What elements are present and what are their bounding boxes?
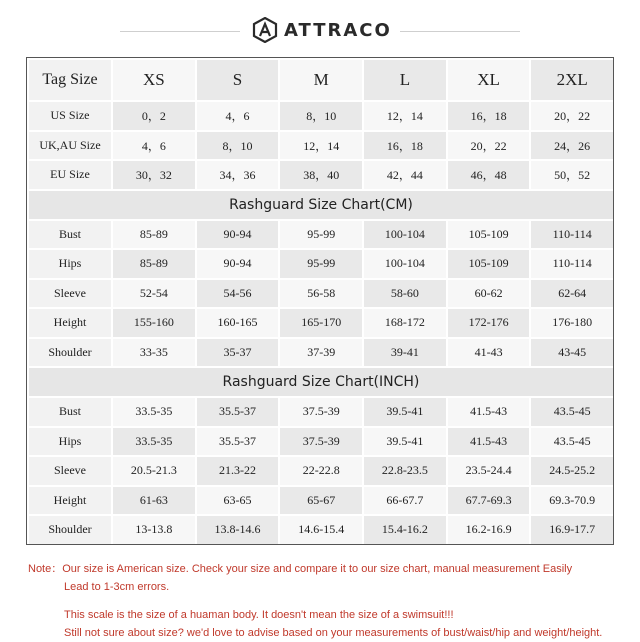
table-cell: 16.2-16.9 bbox=[447, 515, 531, 545]
table-cell: 15.4-16.2 bbox=[363, 515, 447, 545]
table-cell: 30，32 bbox=[112, 160, 196, 190]
table-row bbox=[28, 515, 614, 545]
note-prefix: Note： bbox=[28, 563, 63, 575]
table-cell: 13.8-14.6 bbox=[196, 515, 280, 545]
note-text: This scale is the size of a huaman body. It doesn't mean the size of a swimsuit!!! bbox=[64, 609, 454, 621]
table-row bbox=[28, 220, 614, 250]
table-cell: 85-89 bbox=[112, 249, 196, 279]
table-cell: 52-54 bbox=[112, 279, 196, 309]
size-m: M bbox=[279, 59, 363, 101]
size-notes bbox=[28, 560, 628, 642]
size-l: L bbox=[363, 59, 447, 101]
table-cell: 66-67.7 bbox=[363, 486, 447, 516]
note-text: Lead to 1-3cm errors. bbox=[64, 581, 170, 593]
table-cell: 37.5-39 bbox=[279, 397, 363, 427]
table-cell: 16，18 bbox=[363, 131, 447, 161]
row-label: UK,AU Size bbox=[28, 131, 112, 161]
table-cell: 63-65 bbox=[196, 486, 280, 516]
table-cell: 155-160 bbox=[112, 308, 196, 338]
table-cell: 41.5-43 bbox=[447, 427, 531, 457]
table-cell: 160-165 bbox=[196, 308, 280, 338]
table-cell: 4，6 bbox=[112, 131, 196, 161]
table-cell: 22-22.8 bbox=[279, 456, 363, 486]
tag-size-label: Tag Size bbox=[28, 59, 112, 101]
table-cell: 110-114 bbox=[530, 220, 614, 250]
table-cell: 95-99 bbox=[279, 249, 363, 279]
table-cell: 95-99 bbox=[279, 220, 363, 250]
table-cell: 85-89 bbox=[112, 220, 196, 250]
table-cell: 100-104 bbox=[363, 249, 447, 279]
brand-name: ATTRACO bbox=[284, 19, 392, 41]
header-row bbox=[28, 59, 614, 101]
table-cell: 54-56 bbox=[196, 279, 280, 309]
table-cell: 37-39 bbox=[279, 338, 363, 368]
table-cell: 24.5-25.2 bbox=[530, 456, 614, 486]
table-cell: 58-60 bbox=[363, 279, 447, 309]
row-label: Shoulder bbox=[28, 515, 112, 545]
row-label: Height bbox=[28, 308, 112, 338]
table-cell: 61-63 bbox=[112, 486, 196, 516]
table-cell: 35-37 bbox=[196, 338, 280, 368]
table-cell: 34，36 bbox=[196, 160, 280, 190]
table-cell: 110-114 bbox=[530, 249, 614, 279]
table-cell: 12，14 bbox=[363, 101, 447, 131]
table-cell: 0，2 bbox=[112, 101, 196, 131]
table-cell: 42，44 bbox=[363, 160, 447, 190]
header-divider-left bbox=[120, 31, 240, 32]
table-cell: 176-180 bbox=[530, 308, 614, 338]
row-label: Bust bbox=[28, 220, 112, 250]
table-cell: 39.5-41 bbox=[363, 427, 447, 457]
table-cell: 41.5-43 bbox=[447, 397, 531, 427]
brand-header bbox=[0, 10, 640, 50]
table-cell: 60-62 bbox=[447, 279, 531, 309]
row-label: US Size bbox=[28, 101, 112, 131]
row-label: Bust bbox=[28, 397, 112, 427]
table-cell: 33.5-35 bbox=[112, 397, 196, 427]
table-cell: 35.5-37 bbox=[196, 397, 280, 427]
row-label: Sleeve bbox=[28, 279, 112, 309]
table-cell: 20，22 bbox=[447, 131, 531, 161]
table-cell: 165-170 bbox=[279, 308, 363, 338]
table-cell: 41-43 bbox=[447, 338, 531, 368]
table-cell: 35.5-37 bbox=[196, 427, 280, 457]
table-row bbox=[28, 486, 614, 516]
table-cell: 69.3-70.9 bbox=[530, 486, 614, 516]
table-cell: 56-58 bbox=[279, 279, 363, 309]
table-cell: 24，26 bbox=[530, 131, 614, 161]
size-xl: XL bbox=[447, 59, 531, 101]
table-cell: 46，48 bbox=[447, 160, 531, 190]
table-cell: 22.8-23.5 bbox=[363, 456, 447, 486]
table-row bbox=[28, 131, 614, 161]
table-cell: 8，10 bbox=[196, 131, 280, 161]
hexagon-a-logo-icon bbox=[252, 17, 278, 43]
header-divider-right bbox=[400, 31, 520, 32]
table-row bbox=[28, 160, 614, 190]
table-cell: 100-104 bbox=[363, 220, 447, 250]
row-label: Hips bbox=[28, 249, 112, 279]
table-cell: 21.3-22 bbox=[196, 456, 280, 486]
table-cell: 67.7-69.3 bbox=[447, 486, 531, 516]
table-cell: 65-67 bbox=[279, 486, 363, 516]
table-cell: 13-13.8 bbox=[112, 515, 196, 545]
table-cell: 38，40 bbox=[279, 160, 363, 190]
table-cell: 16，18 bbox=[447, 101, 531, 131]
table-cell: 43.5-45 bbox=[530, 397, 614, 427]
table-cell: 14.6-15.4 bbox=[279, 515, 363, 545]
table-cell: 39-41 bbox=[363, 338, 447, 368]
table-cell: 33-35 bbox=[112, 338, 196, 368]
table-cell: 105-109 bbox=[447, 249, 531, 279]
note-text: Still not sure about size? we'd love to advise based on your measurements of bust/waist/hip and weight/height. bbox=[64, 627, 603, 639]
size-2xl: 2XL bbox=[530, 59, 614, 101]
table-cell: 4，6 bbox=[196, 101, 280, 131]
table-cell: 43-45 bbox=[530, 338, 614, 368]
section-title-cm: Rashguard Size Chart(CM) bbox=[28, 190, 614, 220]
table-cell: 43.5-45 bbox=[530, 427, 614, 457]
table-cell: 90-94 bbox=[196, 220, 280, 250]
brand-logo bbox=[252, 14, 392, 46]
table-cell: 37.5-39 bbox=[279, 427, 363, 457]
table-cell: 12，14 bbox=[279, 131, 363, 161]
table-cell: 62-64 bbox=[530, 279, 614, 309]
section-header-inch bbox=[28, 367, 614, 397]
table-cell: 39.5-41 bbox=[363, 397, 447, 427]
table-row bbox=[28, 249, 614, 279]
table-row bbox=[28, 456, 614, 486]
row-label: Hips bbox=[28, 427, 112, 457]
table-row bbox=[28, 101, 614, 131]
section-title-inch: Rashguard Size Chart(INCH) bbox=[28, 367, 614, 397]
table-row bbox=[28, 427, 614, 457]
table-row bbox=[28, 308, 614, 338]
table-cell: 105-109 bbox=[447, 220, 531, 250]
section-header-cm bbox=[28, 190, 614, 220]
size-chart-table bbox=[27, 58, 615, 546]
row-label: Height bbox=[28, 486, 112, 516]
note-line bbox=[28, 560, 628, 578]
size-s: S bbox=[196, 59, 280, 101]
table-cell: 8，10 bbox=[279, 101, 363, 131]
table-row bbox=[28, 338, 614, 368]
table-cell: 16.9-17.7 bbox=[530, 515, 614, 545]
table-cell: 20.5-21.3 bbox=[112, 456, 196, 486]
table-cell: 168-172 bbox=[363, 308, 447, 338]
row-label: EU Size bbox=[28, 160, 112, 190]
row-label: Shoulder bbox=[28, 338, 112, 368]
table-cell: 172-176 bbox=[447, 308, 531, 338]
table-cell: 90-94 bbox=[196, 249, 280, 279]
row-label: Sleeve bbox=[28, 456, 112, 486]
table-cell: 20，22 bbox=[530, 101, 614, 131]
table-row bbox=[28, 397, 614, 427]
table-cell: 33.5-35 bbox=[112, 427, 196, 457]
table-cell: 50，52 bbox=[530, 160, 614, 190]
table-cell: 23.5-24.4 bbox=[447, 456, 531, 486]
table-row bbox=[28, 279, 614, 309]
size-xs: XS bbox=[112, 59, 196, 101]
note-text: Our size is American size. Check your size and compare it to our size chart, manual measurement Easily bbox=[62, 563, 573, 575]
